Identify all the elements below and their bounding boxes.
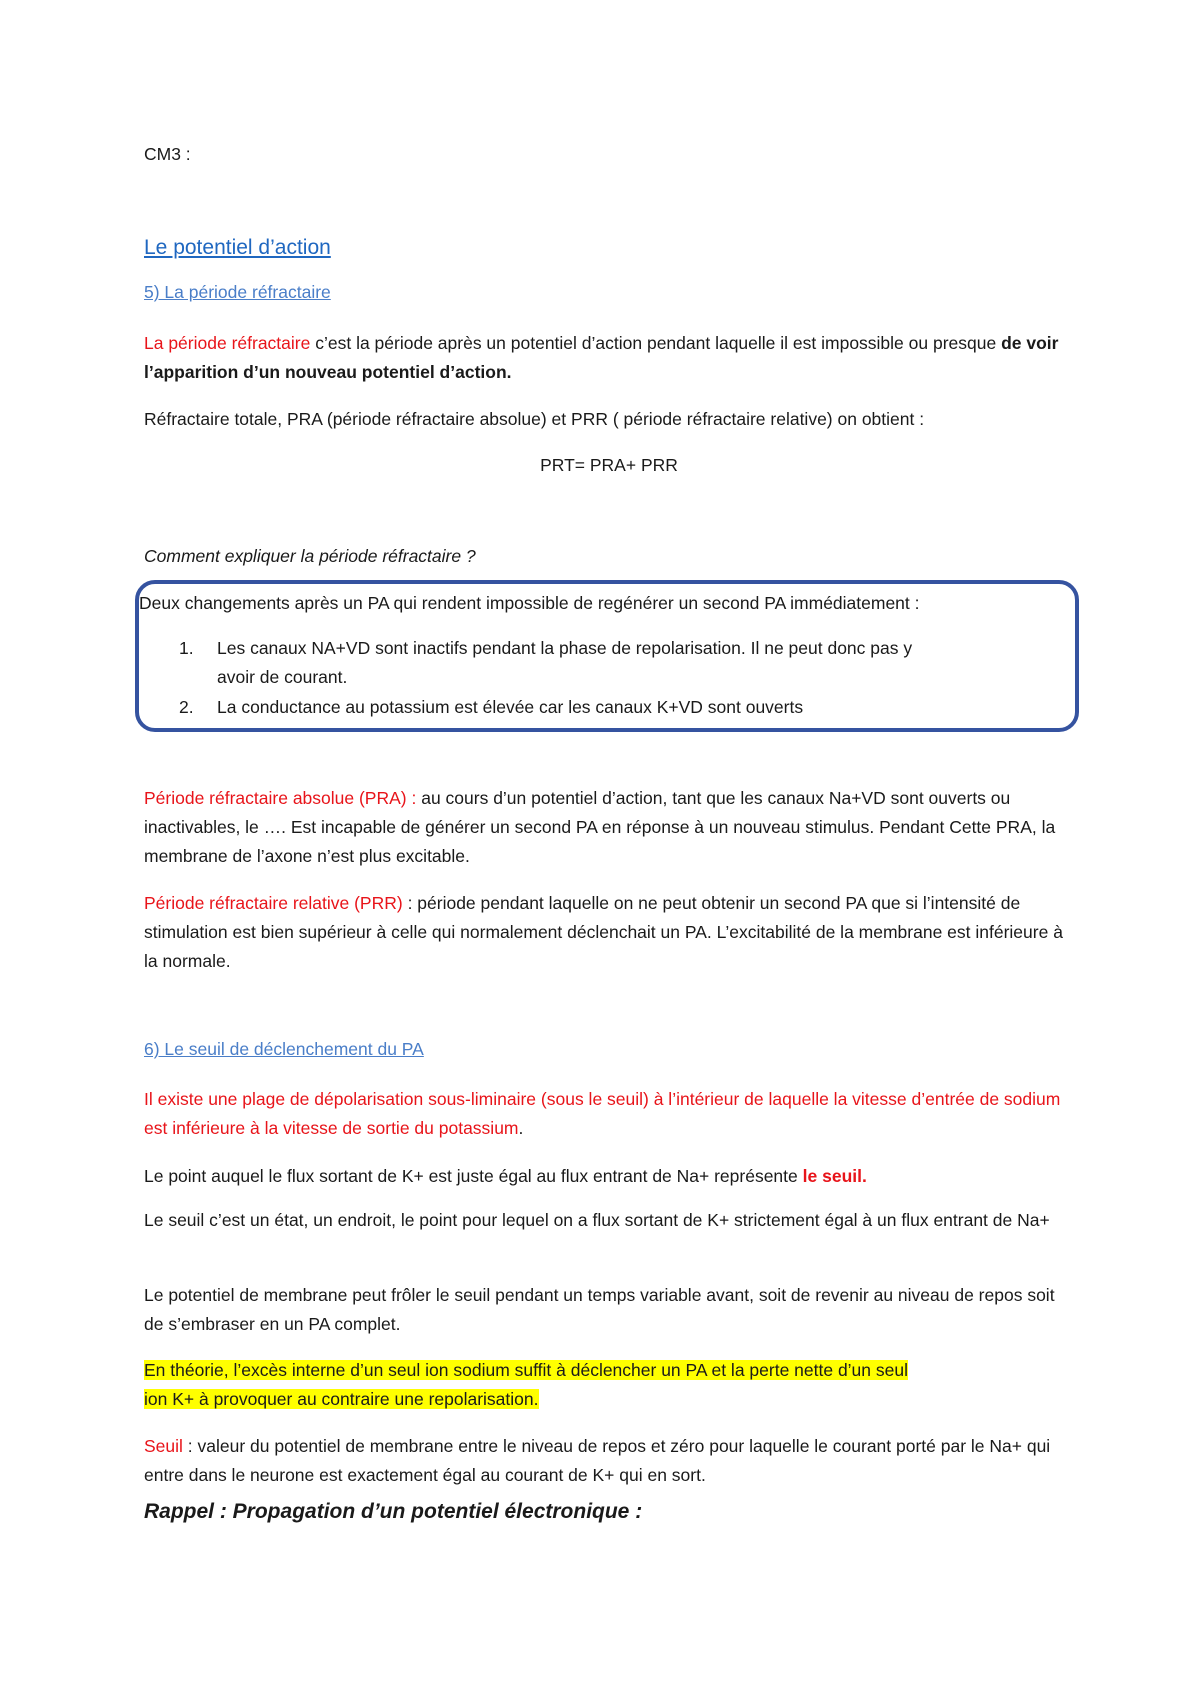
- list-item-2: La conductance au potassium est élevée car les canaux K+VD sont ouverts: [217, 697, 804, 717]
- list-item-1-line1: Les canaux NA+VD sont inactifs pendant la phase de repolarisation. Il ne peut donc pas y: [217, 638, 913, 658]
- threshold-state: Le seuil c’est un état, un endroit, le point pour lequel on a flux sortant de K+ strictement égal à un flux entrant de Na+: [144, 1210, 1050, 1230]
- subthreshold-paragraph: [144, 1085, 1074, 1143]
- membrane-potential: Le potentiel de membrane peut frôler le seuil pendant un temps variable avant, soit de revenir au niveau de repos soit de s’embraser en un PA complet.: [144, 1285, 1055, 1334]
- highlight-line-2: ion K+ à provoquer au contraire une repolarisation.: [144, 1389, 539, 1409]
- list-number-1: 1.: [179, 638, 194, 658]
- course-label: CM3 :: [144, 144, 191, 164]
- refractory-definition: [144, 329, 1074, 387]
- subthreshold-end: .: [518, 1118, 524, 1138]
- pra-term: Période réfractaire absolue (PRA) :: [144, 788, 417, 808]
- page-title: Le potentiel d’action: [144, 236, 331, 259]
- section-5-title: 5) La période réfractaire: [144, 282, 331, 302]
- highlight-line-1: En théorie, l’excès interne d’un seul ion sodium suffit à déclencher un PA et la perte nette d’un seul: [144, 1360, 908, 1380]
- refractory-term: La période réfractaire: [144, 333, 311, 353]
- explanation-box: [135, 580, 1079, 732]
- question: Comment expliquer la période réfractaire ?: [144, 546, 476, 566]
- box-intro: Deux changements après un PA qui rendent impossible de regénérer un second PA immédiatement :: [139, 593, 920, 613]
- prr-text: : période pendant laquelle on ne peut obtenir un second PA que si l’intensité de stimulation est bien supérieur à celle qui normalement déclenchait un PA. L’excitabilité de la membrane est inférieure à la normale.: [144, 893, 1063, 971]
- subthreshold-text: Il existe une plage de dépolarisation sous-liminaire (sous le seuil) à l’intérieur de laquelle la vitesse d’entrée de sodium est inférieure à la vitesse de sortie du potassium: [144, 1089, 1061, 1138]
- pra-text: au cours d’un potentiel d’action, tant que les canaux Na+VD sont ouverts ou inactivables, le …. Est incapable de générer un second PA en réponse à un nouveau stimulus. Pendant Cette PRA, la membrane de l’axone n’est plus excitable.: [144, 788, 1056, 866]
- pra-paragraph: [144, 784, 1074, 871]
- prr-term: Période réfractaire relative (PRR): [144, 893, 403, 913]
- threshold-definition: [144, 1432, 1074, 1490]
- threshold-term: Seuil: [144, 1436, 183, 1456]
- formula: PRT= PRA+ PRR: [540, 455, 678, 475]
- threshold-def: : valeur du potentiel de membrane entre le niveau de repos et zéro pour laquelle le courant porté par le Na+ qui entre dans le neurone est exactement égal au courant de K+ qui en sort.: [144, 1436, 1051, 1485]
- threshold-point-bold: le seuil.: [802, 1166, 867, 1186]
- section-6-title: 6) Le seuil de déclenchement du PA: [144, 1039, 424, 1059]
- refractory-bold: de voir l’apparition d’un nouveau potentiel d’action.: [144, 333, 1059, 382]
- list-item-1-line2: avoir de courant.: [217, 667, 348, 687]
- rappel-heading: Rappel : Propagation d’un potentiel électronique :: [144, 1500, 643, 1523]
- refractory-total: Réfractaire totale, PRA (période réfractaire absolue) et PRR ( période réfractaire relative) on obtient :: [144, 409, 925, 429]
- list-number-2: 2.: [179, 697, 194, 717]
- prr-paragraph: [144, 889, 1074, 976]
- threshold-point-text: Le point auquel le flux sortant de K+ est juste égal au flux entrant de Na+ représente: [144, 1166, 803, 1186]
- refractory-text: c’est la période après un potentiel d’action pendant laquelle il est impossible ou presque: [310, 333, 1002, 353]
- theory-highlight: [144, 1356, 1074, 1414]
- threshold-point: [144, 1162, 1074, 1191]
